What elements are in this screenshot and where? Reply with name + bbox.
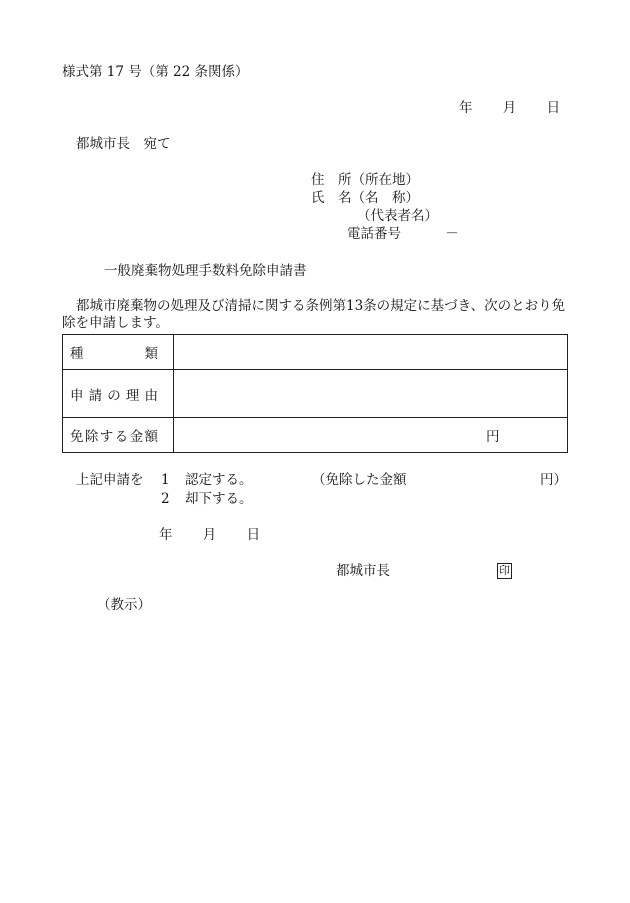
- option1-text: 認定する。: [185, 472, 253, 488]
- table-row-type: [63, 335, 568, 370]
- amount-label-cell: [63, 418, 174, 453]
- date-year: 年: [459, 100, 473, 116]
- mayor-signature: 都城市長: [336, 563, 390, 579]
- reason-label: 申 請 の 理 由: [70, 387, 158, 404]
- phone-dash: －: [445, 226, 459, 242]
- seal-stamp: [497, 563, 512, 579]
- type-label-cell: [63, 335, 174, 370]
- reason-label-cell: [63, 370, 174, 418]
- date-day: 日: [546, 100, 561, 116]
- phone-label: [347, 228, 459, 242]
- option1-number: 1: [161, 472, 170, 488]
- instruction-label: （教示）: [97, 597, 151, 613]
- decision-date-year: 年: [159, 527, 173, 543]
- form-number: 様式第 17 号（第 22 条関係）: [62, 64, 249, 80]
- body-text-line1: 都城市廃棄物の処理及び清掃に関する条例第13条の規定に基づき、次のとおり免: [76, 298, 566, 314]
- date-month: 月: [502, 100, 517, 116]
- option1-note: （免除した金額: [312, 472, 407, 488]
- submission-date: [459, 102, 560, 116]
- type-label: 種 類: [70, 346, 158, 362]
- name-label: 氏 名（名 称）: [311, 190, 419, 206]
- amount-label: 免 除 す る 金 額: [70, 429, 158, 445]
- decision-date: [159, 529, 260, 543]
- address-label: 住 所（所在地）: [311, 172, 419, 188]
- option2-text: 却下する。: [185, 491, 253, 507]
- option1-unit: 円）: [540, 472, 567, 488]
- decision-date-day: 日: [246, 527, 261, 543]
- table-row-reason: [63, 370, 568, 418]
- seal-char: 印: [499, 564, 510, 577]
- body-text-line2: 除を申請します。: [62, 315, 169, 331]
- reason-value-cell[interactable]: [174, 370, 568, 418]
- decision-date-month: 月: [202, 527, 217, 543]
- representative-label: （代表者名）: [357, 208, 438, 224]
- document-title: 一般廃棄物処理手数料免除申請書: [104, 263, 307, 279]
- decision-prefix: 上記申請を: [76, 472, 144, 488]
- table-row-amount: [63, 418, 568, 453]
- application-table: [62, 334, 568, 453]
- addressee: 都城市長 宛て: [76, 136, 171, 152]
- amount-value-cell[interactable]: [174, 418, 568, 453]
- phone-label-text: 電話番号: [347, 226, 401, 242]
- amount-unit: 円: [486, 429, 500, 445]
- type-value-cell[interactable]: [174, 335, 568, 370]
- option2-number: 2: [161, 491, 170, 507]
